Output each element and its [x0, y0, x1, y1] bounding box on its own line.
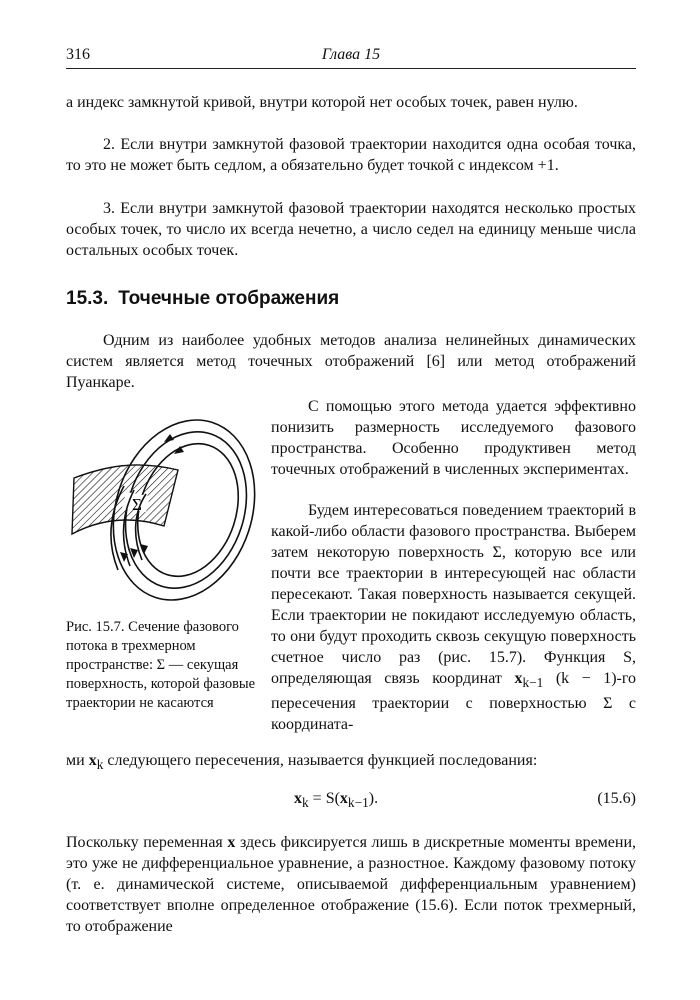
- section-heading: [66, 288, 339, 310]
- equation-15-6: [66, 790, 636, 812]
- after-wrap-text-2: следующего пересечения, называется функцией последования:: [107, 752, 538, 769]
- equation-formula: $x_k = S(x_{k-1})$.: [294, 790, 379, 811]
- paragraph-intro-2: 2. Если внутри замкнутой фазовой траектории находится одна особая точка, то это не может быть седлом, а обязательно будет точкой с индексом +1.: [66, 136, 636, 174]
- math-x: x: [88, 752, 97, 769]
- math-sub: k: [96, 757, 104, 773]
- paragraph-wrap-1: С помощью этого метода удается эффективно понизить размерность исследуемого фазового пространства. Особенно продуктивен метод точечных отображений в численных экспериментах.: [271, 398, 636, 478]
- paragraph-after-wrap: [66, 750, 636, 775]
- wrap-2-text: Будем интересоваться поведением траекторий в какой-либо области фазового пространства. Выберем затем некоторую поверхность Σ, которую все или почти все траектории в интересующей нас области пересекают. Такая поверхность называется секущей. Если траектории не покидают исследуемую область, то они будут проходить сквозь секущую поверхность счетное число раз (рис. 15.7). Функция S, определяющая связь координат: [271, 502, 636, 687]
- math-x: x: [227, 834, 236, 851]
- math-x: x: [514, 670, 523, 687]
- figure-poincare-section: [66, 400, 256, 610]
- wrap-2-cont: (k − 1)-го пересечения траектории с поверхностью Σ с координата-: [271, 670, 637, 734]
- equation-number: (15.6): [597, 790, 636, 807]
- running-header: [66, 46, 636, 69]
- arrow-icon: [164, 434, 174, 442]
- chapter-title: Глава 15: [321, 46, 381, 63]
- paragraph-final: [66, 832, 636, 937]
- final-text-2: здесь фиксируется лишь в дискретные моменты времени, это уже не дифференциальное уравнение, а разностное. Каждому фазовому потоку (т. е. динамической системе, описываемой дифференциальным уравнением) соответствует вполне определенное отображение (15.6). Если поток трехмерный, то отображение: [66, 834, 637, 935]
- figure-caption: Рис. 15.7. Сечение фазового потока в трехмерном пространстве: Σ — секущая поверхность, которой фазовые траектории не касаются: [66, 619, 256, 711]
- after-wrap-text-1: ми: [66, 752, 85, 769]
- section-number: 15.3.: [66, 288, 109, 309]
- final-text-1: Поскольку переменная: [66, 834, 223, 851]
- page: [66, 0, 636, 1000]
- paragraph-intro-1: а индекс замкнутой кривой, внутри которой нет особых точек, равен нулю.: [66, 94, 578, 111]
- paragraph-section-1: Одним из наиболее удобных методов анализа нелинейных динамических систем является метод точечных отображений [6] или метод отображений Пуанкаре.: [66, 332, 636, 391]
- paragraph-intro-3: 3. Если внутри замкнутой фазовой траектории находятся несколько простых особых точек, то число их всегда нечетно, а число седел на единицу меньше числа остальных особых точек.: [66, 200, 636, 259]
- arrow-icon: [140, 544, 148, 554]
- section-title: Точечные отображения: [118, 288, 340, 309]
- sigma-label: Σ: [132, 495, 142, 514]
- math-sub: k−1: [522, 675, 544, 691]
- paragraph-wrap-2: [271, 500, 636, 735]
- page-number: 316: [66, 46, 90, 63]
